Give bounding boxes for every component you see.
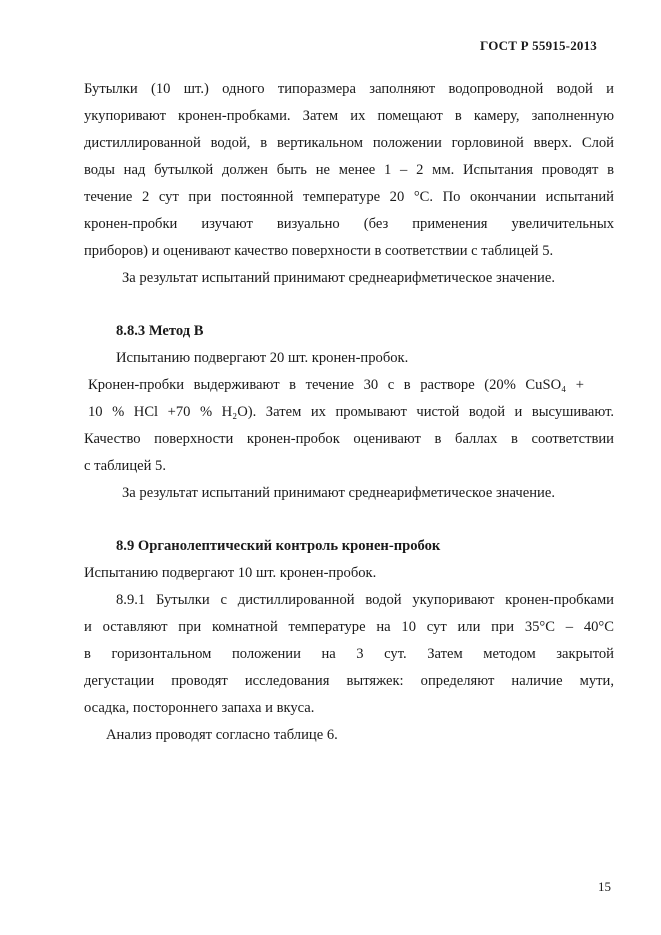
text-line: и оставляют при комнатной температуре на 10 сут или при 35°С – 40°С [84,619,614,635]
text-line: кронен-пробки изучают визуально (без применения увеличительных [84,216,614,232]
standard-header: ГОСТ Р 55915-2013 [480,38,597,53]
text-line: осадка, постороннего запаха и вкуса. [84,700,315,716]
text-line: дегустации проводят исследования вытяжек: определяют наличие мути, [84,673,614,689]
text-line: Анализ проводят согласно таблице 6. [106,727,338,743]
text-line: приборов) и оценивают качество поверхности в соответствии с таблицей 5. [84,243,554,259]
text-line: укупоривают кронен-пробками. Затем их помещают в камеру, заполненную [84,108,614,124]
text-line: 10 % HCl +70 % H₂O). Затем их промывают чистой водой и высушивают. [88,404,614,420]
text-line: с таблицей 5. [84,458,167,474]
text-line: Испытанию подвергают 20 шт. кронен-пробок. [116,350,409,366]
section-heading: 8.9 Органолептический контроль кронен-пробок [116,538,441,554]
text-line: За результат испытаний принимают среднеарифметическое значение. [122,485,555,501]
text-line: в горизонтальном положении на 3 сут. Затем методом закрытой [84,646,614,662]
text-line: воды над бутылкой должен быть не менее 1 – 2 мм. Испытания проводят в [84,162,614,178]
page-number: 15 [598,879,611,894]
text-line: За результат испытаний принимают среднеарифметическое значение. [122,270,555,286]
section-heading: 8.8.3 Метод В [116,323,204,339]
text-line: 8.9.1 Бутылки с дистиллированной водой укупоривают кронен-пробками [116,592,614,608]
text-line: дистиллированной водой, в вертикальном положении горловиной вверх. Слой [84,135,614,151]
text-line: Испытанию подвергают 10 шт. кронен-пробок. [84,565,377,581]
text-line: Бутылки (10 шт.) одного типоразмера заполняют водопроводной водой и [84,81,614,97]
text-line: Качество поверхности кронен-пробок оценивают в баллах в соответствии [84,431,614,447]
text-line: течение 2 сут при постоянной температуре 20 °С. По окончании испытаний [84,189,614,205]
text-line: Кронен-пробки выдерживают в течение 30 с в растворе (20% CuSO₄ + [88,377,584,393]
